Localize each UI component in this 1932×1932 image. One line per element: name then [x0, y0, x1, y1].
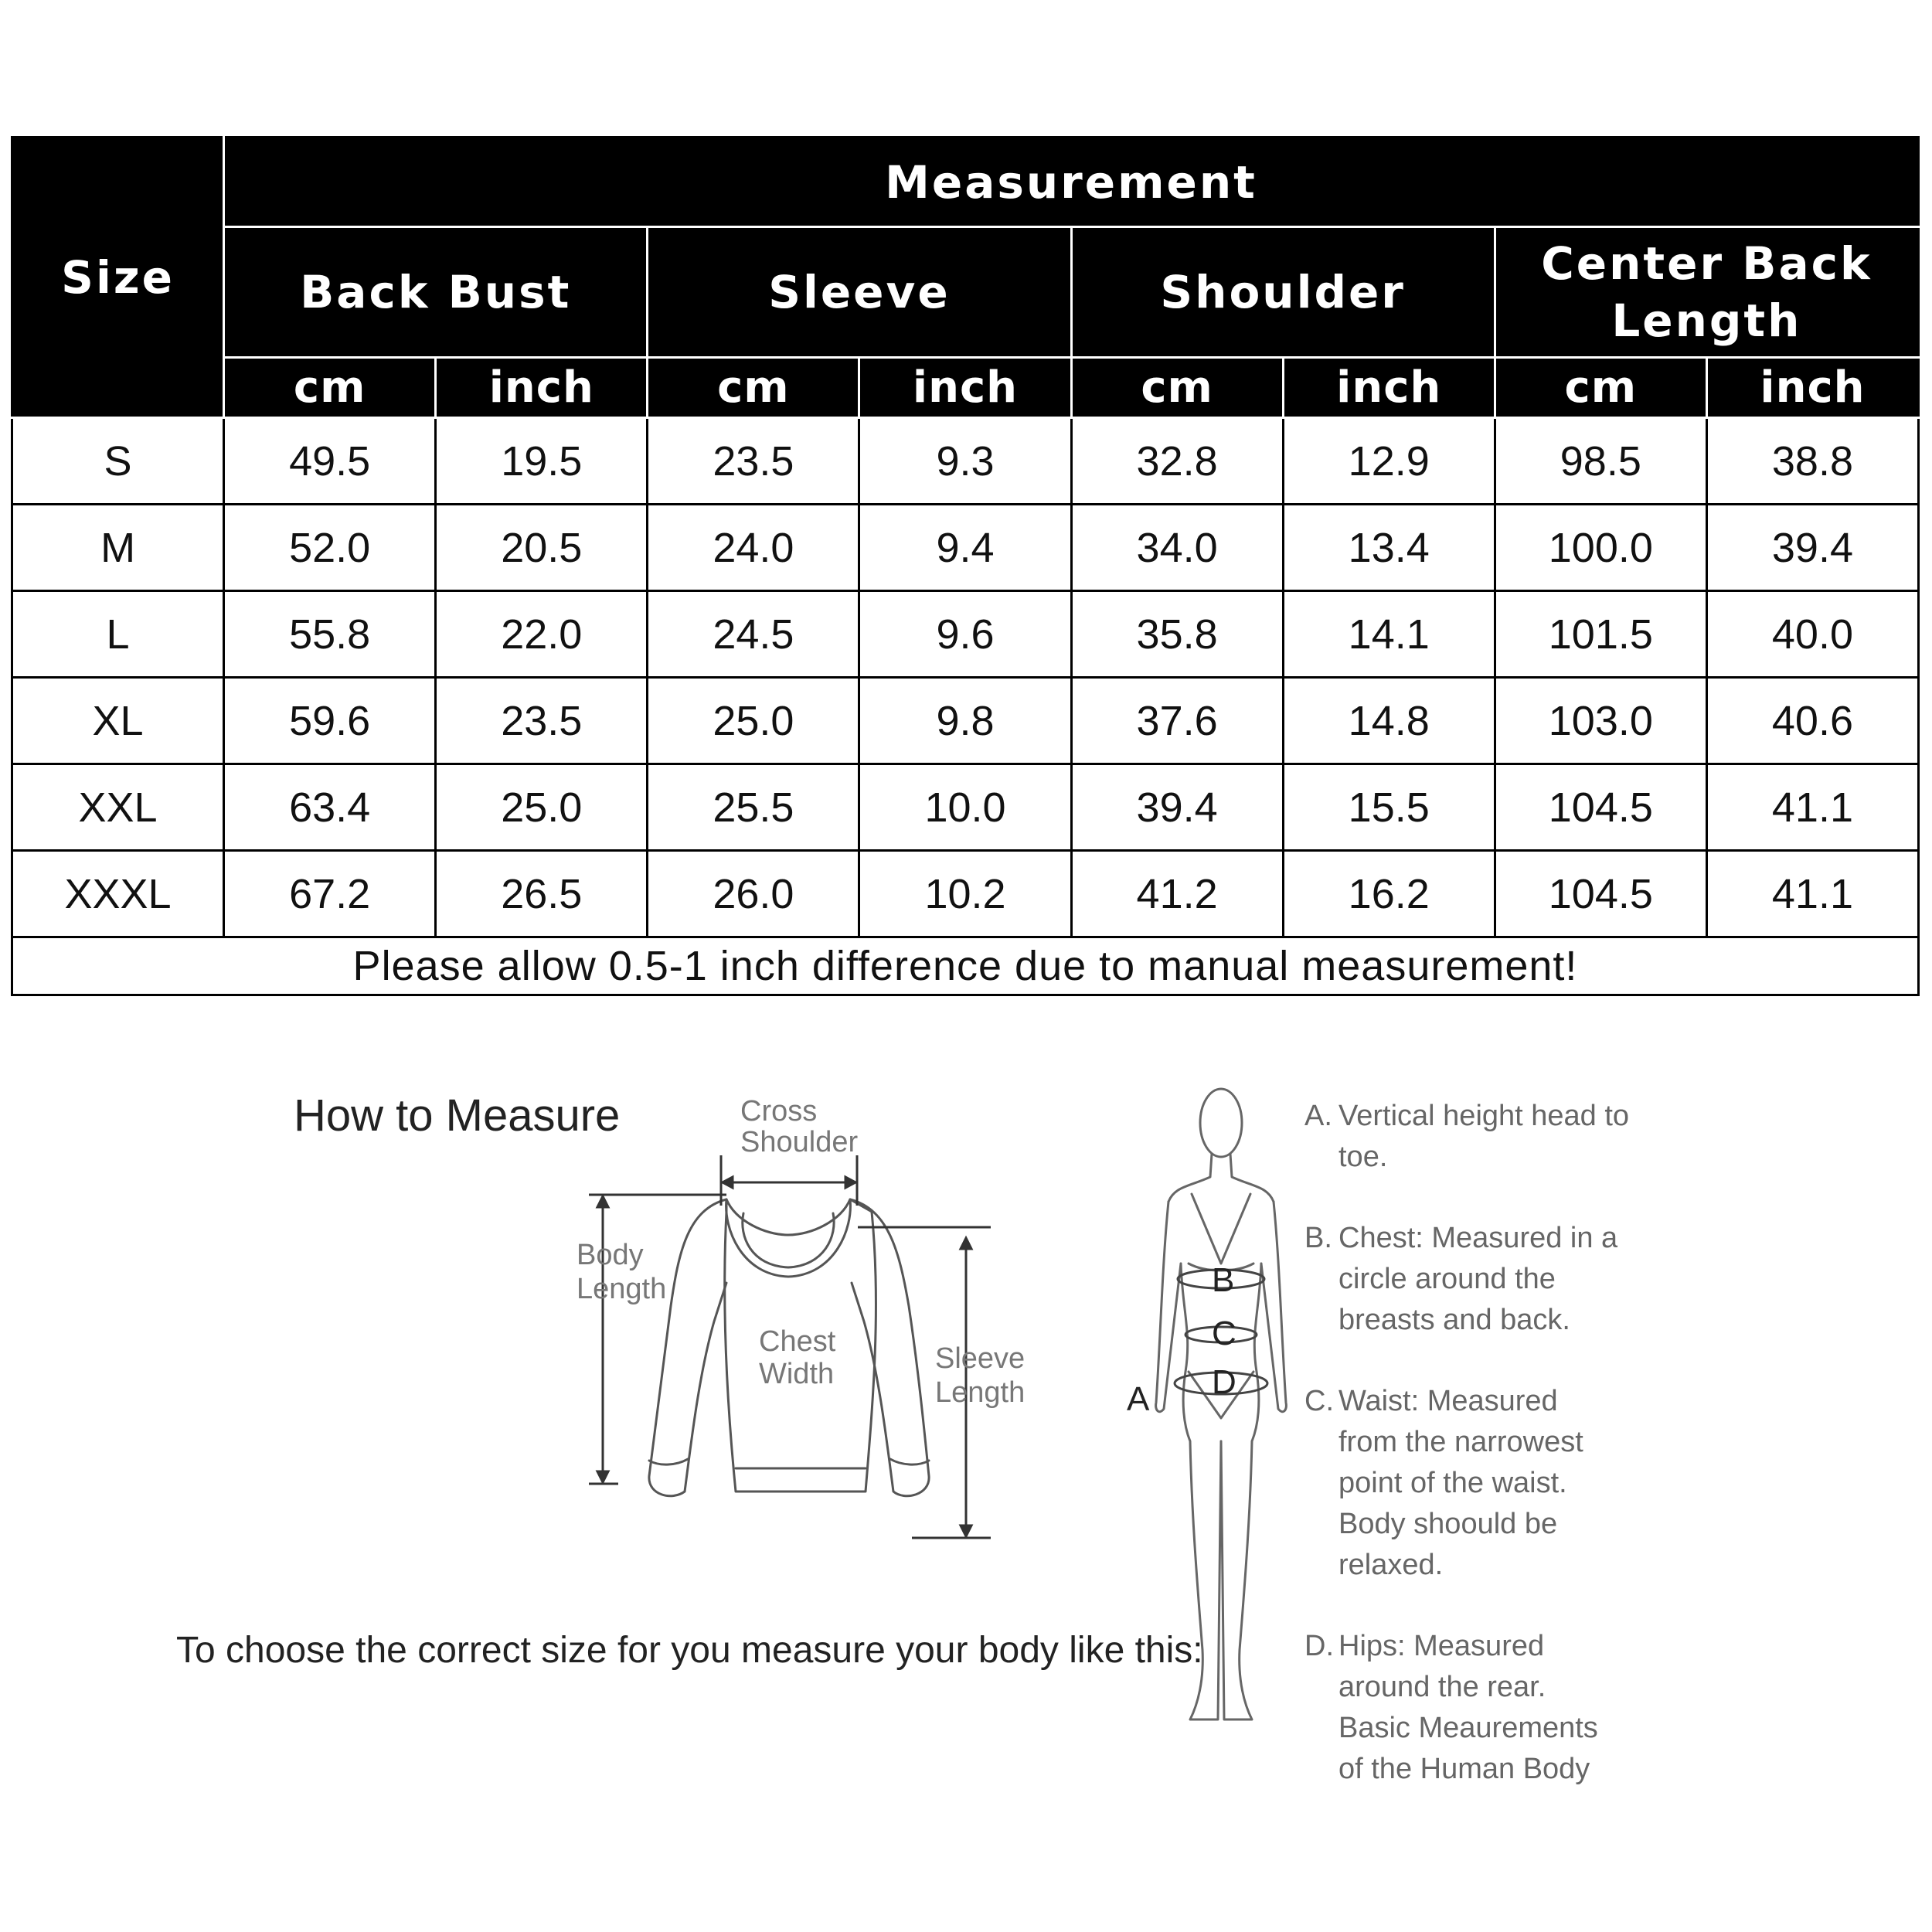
- value-cell: 101.5: [1495, 591, 1706, 678]
- value-cell: 25.0: [436, 764, 648, 851]
- chest-width-label: Width: [759, 1358, 835, 1390]
- group-header-sleeve: Sleeve: [648, 227, 1071, 358]
- value-cell: 10.2: [859, 851, 1071, 937]
- group-header-shoulder: Shoulder: [1071, 227, 1495, 358]
- table-row: [12, 764, 1919, 851]
- value-cell: 41.1: [1706, 851, 1918, 937]
- value-cell: 40.0: [1706, 591, 1918, 678]
- measurement-header: Measurement: [224, 138, 1919, 227]
- value-cell: 26.5: [436, 851, 648, 937]
- how-to-measure-title: How to Measure: [294, 1090, 621, 1141]
- size-chart-table: [11, 136, 1920, 996]
- value-cell: 9.3: [859, 418, 1071, 505]
- size-cell: S: [12, 418, 224, 505]
- chest-width-label: Chest: [759, 1325, 836, 1358]
- table-row: [12, 591, 1919, 678]
- value-cell: 104.5: [1495, 851, 1706, 937]
- group-header-back-bust: Back Bust: [224, 227, 648, 358]
- note-letter: C.: [1304, 1385, 1334, 1417]
- body-length-label: Length: [577, 1273, 667, 1305]
- size-cell: XXXL: [12, 851, 224, 937]
- unit-header: cm: [1071, 358, 1283, 418]
- instruction-text: To choose the correct size for you measure your body like this:: [176, 1630, 1203, 1671]
- value-cell: 104.5: [1495, 764, 1706, 851]
- sleeve-length-label: Length: [935, 1376, 1026, 1409]
- group-header-center-back-length: Center Back Length: [1495, 227, 1918, 358]
- note-text: Waist: Measured from the narrowest point of the waist. Body shoould be relaxed.: [1338, 1385, 1583, 1581]
- value-cell: 67.2: [224, 851, 436, 937]
- value-cell: 55.8: [224, 591, 436, 678]
- unit-header: cm: [224, 358, 436, 418]
- size-cell: XXL: [12, 764, 224, 851]
- table-row: [12, 418, 1919, 505]
- note-letter: D.: [1304, 1630, 1334, 1662]
- value-cell: 40.6: [1706, 678, 1918, 764]
- garment-measure-diagram: [533, 1074, 1043, 1569]
- value-cell: 23.5: [436, 678, 648, 764]
- value-cell: 14.8: [1283, 678, 1495, 764]
- value-cell: 25.0: [648, 678, 859, 764]
- unit-header: inch: [1283, 358, 1495, 418]
- height-marker-a: A: [1127, 1380, 1150, 1418]
- value-cell: 15.5: [1283, 764, 1495, 851]
- value-cell: 16.2: [1283, 851, 1495, 937]
- value-cell: 49.5: [224, 418, 436, 505]
- note-a: [1304, 1096, 1640, 1178]
- size-cell: L: [12, 591, 224, 678]
- value-cell: 100.0: [1495, 505, 1706, 591]
- note-c: [1304, 1381, 1640, 1586]
- measurement-note: Please allow 0.5-1 inch difference due to manual measurement!: [12, 937, 1919, 995]
- value-cell: 39.4: [1706, 505, 1918, 591]
- note-b: [1304, 1218, 1640, 1341]
- value-cell: 35.8: [1071, 591, 1283, 678]
- size-table-body: [12, 418, 1919, 937]
- value-cell: 25.5: [648, 764, 859, 851]
- cross-shoulder-arrow: [721, 1155, 857, 1206]
- cross-shoulder-label: Shoulder: [740, 1126, 859, 1158]
- value-cell: 20.5: [436, 505, 648, 591]
- value-cell: 32.8: [1071, 418, 1283, 505]
- value-cell: 39.4: [1071, 764, 1283, 851]
- note-text: Chest: Measured in a circle around the breasts and back.: [1338, 1222, 1618, 1336]
- size-column-header: Size: [12, 138, 224, 418]
- value-cell: 19.5: [436, 418, 648, 505]
- note-text: Hips: Measured around the rear. Basic Meaurements of the Human Body: [1338, 1630, 1598, 1785]
- value-cell: 59.6: [224, 678, 436, 764]
- measurement-notes: [1304, 1096, 1640, 1830]
- note-letter: B.: [1304, 1222, 1332, 1254]
- value-cell: 14.1: [1283, 591, 1495, 678]
- table-row: [12, 851, 1919, 937]
- value-cell: 9.8: [859, 678, 1071, 764]
- note-d: [1304, 1626, 1640, 1790]
- unit-header: cm: [1495, 358, 1706, 418]
- body-length-label: Body: [577, 1239, 644, 1271]
- size-cell: M: [12, 505, 224, 591]
- value-cell: 63.4: [224, 764, 436, 851]
- table-row: [12, 505, 1919, 591]
- table-row: [12, 678, 1919, 764]
- hips-marker-d: D: [1212, 1363, 1236, 1401]
- chest-marker-b: B: [1212, 1261, 1235, 1299]
- body-figure-diagram: [1105, 1078, 1298, 1774]
- unit-header: inch: [436, 358, 648, 418]
- unit-header: inch: [1706, 358, 1918, 418]
- value-cell: 12.9: [1283, 418, 1495, 505]
- value-cell: 22.0: [436, 591, 648, 678]
- value-cell: 41.2: [1071, 851, 1283, 937]
- value-cell: 34.0: [1071, 505, 1283, 591]
- value-cell: 24.0: [648, 505, 859, 591]
- value-cell: 24.5: [648, 591, 859, 678]
- cross-shoulder-label: Cross: [740, 1095, 818, 1128]
- value-cell: 13.4: [1283, 505, 1495, 591]
- unit-header: cm: [648, 358, 859, 418]
- value-cell: 103.0: [1495, 678, 1706, 764]
- note-letter: A.: [1304, 1100, 1332, 1132]
- human-figure-outline: [1156, 1089, 1287, 1719]
- sleeve-length-label: Sleeve: [935, 1342, 1026, 1375]
- value-cell: 38.8: [1706, 418, 1918, 505]
- value-cell: 10.0: [859, 764, 1071, 851]
- value-cell: 41.1: [1706, 764, 1918, 851]
- unit-header: inch: [859, 358, 1071, 418]
- note-text: Vertical height head to toe.: [1338, 1100, 1630, 1173]
- value-cell: 37.6: [1071, 678, 1283, 764]
- value-cell: 9.6: [859, 591, 1071, 678]
- value-cell: 98.5: [1495, 418, 1706, 505]
- value-cell: 9.4: [859, 505, 1071, 591]
- value-cell: 23.5: [648, 418, 859, 505]
- waist-marker-c: C: [1212, 1315, 1236, 1352]
- size-cell: XL: [12, 678, 224, 764]
- value-cell: 26.0: [648, 851, 859, 937]
- value-cell: 52.0: [224, 505, 436, 591]
